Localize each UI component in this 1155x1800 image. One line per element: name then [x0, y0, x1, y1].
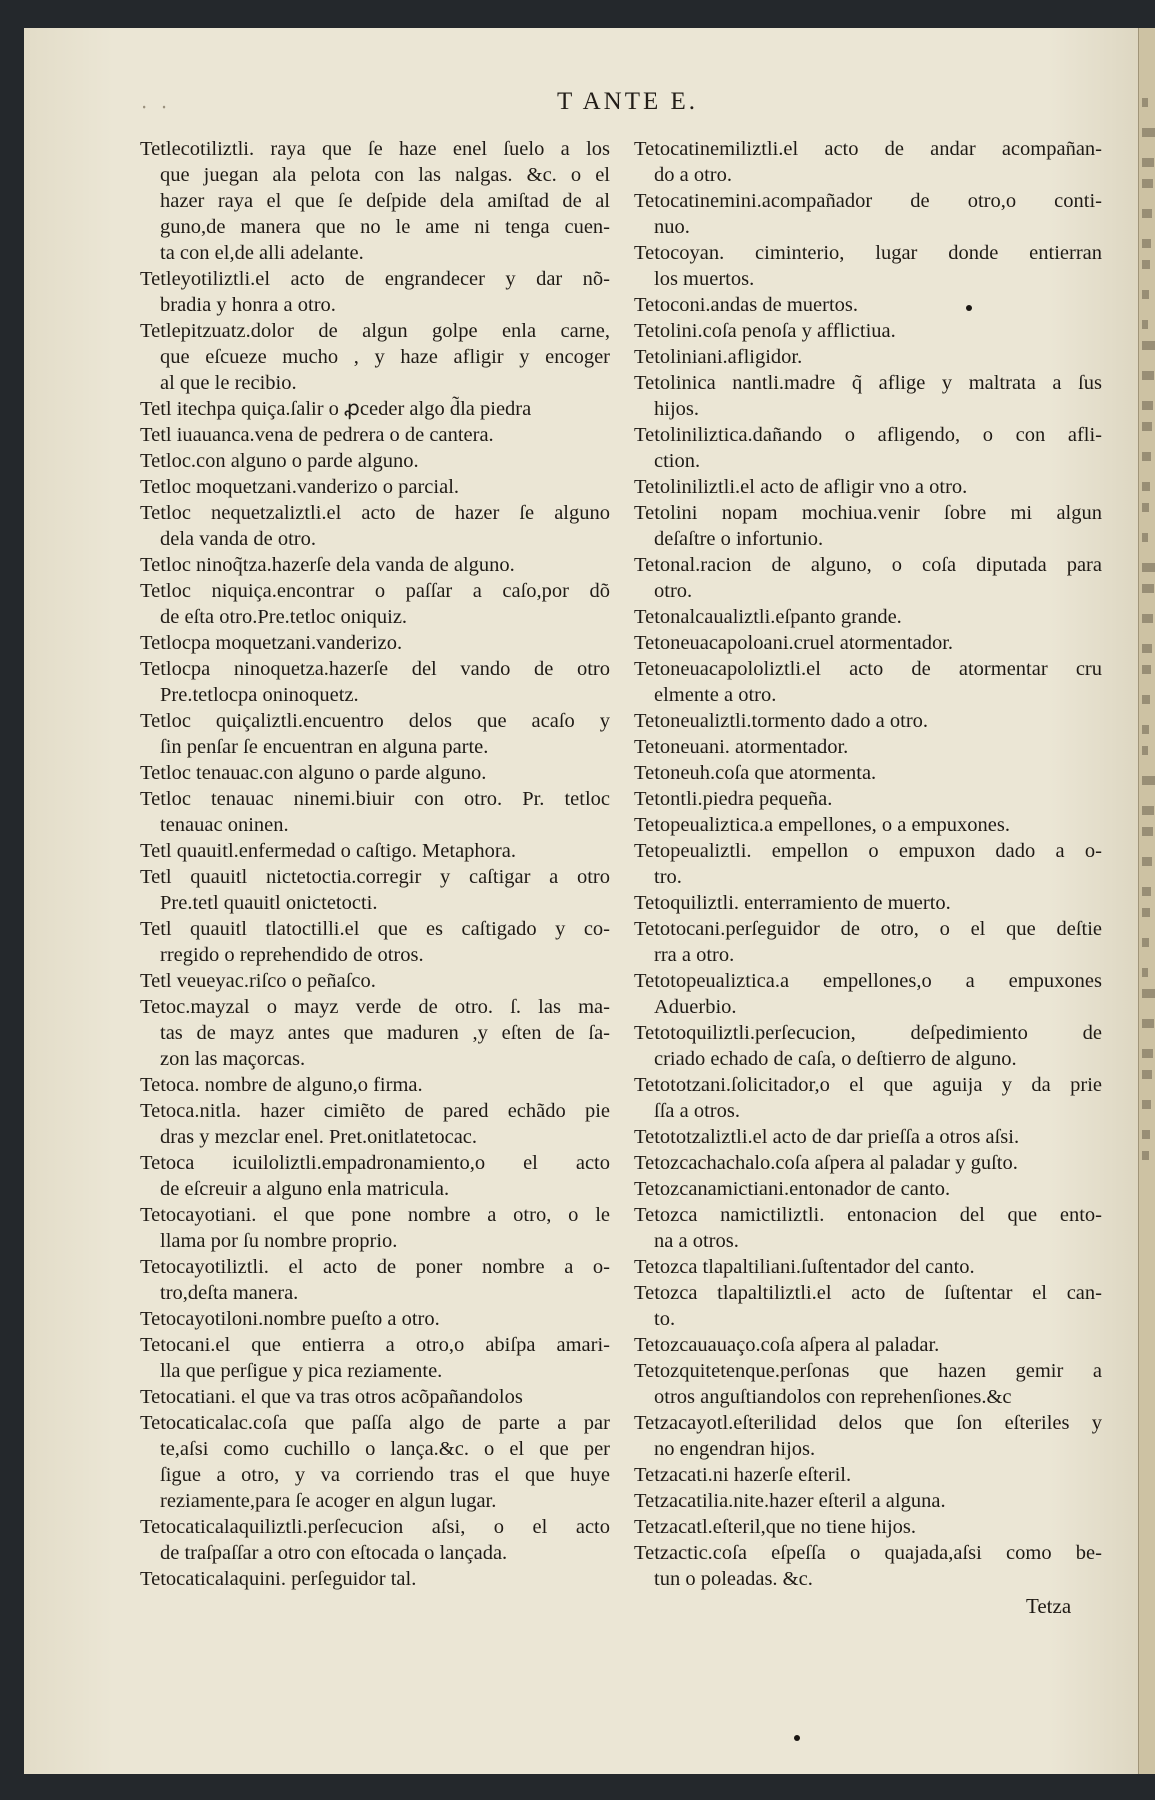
entry-continuation: hijos.	[654, 398, 699, 420]
entry-headline: Tetoneuacapololiztli.el acto de atormentar cru	[634, 658, 1102, 680]
running-head: T ANTE E.	[556, 88, 699, 115]
dictionary-entry	[140, 1254, 610, 1306]
entry-continuation: Pre.tetl quauitl onictetocti.	[160, 892, 378, 914]
adjacent-page-text-fragment	[1142, 989, 1155, 998]
dictionary-entry	[140, 1150, 610, 1202]
dictionary-entry	[634, 838, 1102, 890]
dictionary-entry	[634, 1332, 1102, 1358]
entry-headline: Tetl quauitl tlatoctilli.el que es caſtigado y co-	[140, 918, 610, 940]
adjacent-page-text-fragment	[1142, 614, 1153, 623]
dictionary-entry	[140, 552, 610, 578]
entry-headline: Tetototzaliztli.el acto de dar prieſſa a otros aſsi.	[634, 1126, 1020, 1148]
entry-headline: Tetozca namictiliztli. entonacion del que ento-	[634, 1204, 1102, 1226]
entry-headline: Tetoneualiztli.tormento dado a otro.	[634, 710, 929, 732]
entry-headline: Tetlepitzuatz.dolor de algun golpe enla carne,	[140, 320, 610, 342]
entry-headline: Tetzacatl.eſteril,que no tiene hijos.	[634, 1516, 917, 1538]
dictionary-entry	[634, 760, 1102, 786]
entry-continuation: te,aſsi como cuchillo o lança.&c. o el que per	[160, 1438, 610, 1460]
adjacent-page-text-fragment	[1142, 908, 1150, 917]
dictionary-entry	[634, 708, 1102, 734]
entry-headline: Tetloc tenauac ninemi.biuir con otro. Pr. tetloc	[140, 788, 610, 810]
entry-continuation: que juegan ala pelota con las nalgas. &c. o el	[160, 164, 610, 186]
entry-headline: Tetocaticalaquiliztli.perſecucion aſsi, o el acto	[140, 1516, 610, 1538]
adjacent-page-text-fragment	[1142, 968, 1148, 977]
dictionary-entry	[140, 786, 610, 838]
entry-headline: Tetloc niquiça.encontrar o paſſar a caſo,por dõ	[140, 580, 610, 602]
dictionary-entry	[634, 1488, 1102, 1514]
dictionary-entry	[140, 630, 610, 656]
entry-continuation: reziamente,para ſe acoger en algun lugar.	[160, 1490, 497, 1512]
adjacent-page-text-fragment	[1142, 158, 1154, 167]
entry-headline: Tetloc tenauac.con alguno o parde alguno.	[140, 762, 487, 784]
entry-headline: Tetoliniliztica.dañando o afligendo, o con afli-	[634, 424, 1102, 446]
entry-headline: Tetlecotiliztli. raya que ſe haze enel ſuelo a los	[140, 138, 610, 160]
entry-headline: Tetocatiani. el que va tras otros acõpañandolos	[140, 1386, 523, 1408]
dictionary-entry	[140, 656, 610, 708]
entry-continuation: Aduerbio.	[654, 996, 737, 1018]
entry-continuation: de eſta otro.Pre.tetloc oniquiz.	[160, 606, 408, 628]
entry-continuation: que eſcueze mucho , y haze afligir y encoger	[160, 346, 610, 368]
dictionary-entry	[140, 1332, 610, 1384]
dictionary-entry	[140, 708, 610, 760]
dictionary-entry	[140, 916, 610, 968]
entry-headline: Tetoconi.andas de muertos.	[634, 294, 858, 316]
entry-headline: Tetozca tlapaltiliani.ſuſtentador del canto.	[634, 1256, 975, 1278]
entry-continuation: tro.	[654, 866, 682, 888]
adjacent-page-text-fragment	[1142, 1151, 1149, 1160]
entry-headline: Tetocayotiloni.nombre pueſto a otro.	[140, 1308, 440, 1330]
adjacent-page-text-fragment	[1142, 371, 1154, 380]
entry-continuation: los muertos.	[654, 268, 755, 290]
dictionary-entry	[140, 994, 610, 1072]
ink-spot	[966, 305, 972, 311]
dictionary-entry	[634, 292, 1102, 318]
adjacent-page-text-fragment	[1142, 260, 1150, 269]
adjacent-page-text-fragment	[1142, 806, 1154, 815]
dictionary-entry	[634, 1072, 1102, 1124]
entry-headline: Tetloc moquetzani.vanderizo o parcial.	[140, 476, 460, 498]
adjacent-page-text-fragment	[1142, 1070, 1152, 1079]
dictionary-entry	[634, 474, 1102, 500]
entry-continuation: otro.	[654, 580, 693, 602]
entry-continuation: llama por ſu nombre proprio.	[160, 1230, 398, 1252]
adjacent-page-text-fragment	[1142, 1019, 1154, 1028]
entry-headline: Tetl quauitl.enfermedad o caſtigo. Metaphora.	[140, 840, 516, 862]
adjacent-page-text-fragment	[1142, 725, 1149, 734]
entry-continuation: to.	[654, 1308, 676, 1330]
dictionary-entry	[634, 188, 1102, 240]
dictionary-entry	[634, 812, 1102, 838]
entry-continuation: criado echado de caſa, o deſtierro de alguno.	[654, 1048, 1017, 1070]
entry-headline: Tetopeualiztli. empellon o empuxon dado a o-	[634, 840, 1102, 862]
entry-headline: Tetzacayotl.eſterilidad delos que ſon eſteriles y	[634, 1412, 1102, 1434]
entry-headline: Tetoliniliztli.el acto de afligir vno a otro.	[634, 476, 968, 498]
dictionary-entry	[634, 734, 1102, 760]
dictionary-entry	[634, 1254, 1102, 1280]
dictionary-entry	[140, 1514, 610, 1566]
entry-continuation: tenauac oninen.	[160, 814, 289, 836]
entry-headline: Tetlocpa moquetzani.vanderizo.	[140, 632, 403, 654]
entry-headline: Tetoneuacapoloani.cruel atormentador.	[634, 632, 954, 654]
entry-headline: Tetopeualiztica.a empellones, o a empuxones.	[634, 814, 1010, 836]
adjacent-page-text-fragment	[1142, 644, 1152, 653]
dictionary-entry	[634, 604, 1102, 630]
entry-headline: Tetozcauauaço.coſa aſpera al paladar.	[634, 1334, 940, 1356]
adjacent-page-text-fragment	[1142, 209, 1152, 218]
dictionary-entry	[140, 1410, 610, 1514]
dictionary-entry	[634, 1020, 1102, 1072]
dictionary-entry	[634, 1202, 1102, 1254]
dictionary-entry	[634, 500, 1102, 552]
dictionary-entry	[634, 630, 1102, 656]
entry-headline: Tetocayotiliztli. el acto de poner nombre a o-	[140, 1256, 610, 1278]
adjacent-page-edge	[1138, 28, 1155, 1774]
dictionary-entry	[140, 136, 610, 266]
entry-continuation: nuo.	[654, 216, 690, 238]
entry-headline: Tetoliniani.afligidor.	[634, 346, 803, 368]
entry-continuation: ction.	[654, 450, 701, 472]
adjacent-page-text-fragment	[1142, 341, 1155, 350]
entry-headline: Tetzacati.ni hazerſe eſteril.	[634, 1464, 852, 1486]
adjacent-page-text-fragment	[1142, 482, 1150, 491]
adjacent-page-text-fragment	[1142, 776, 1155, 785]
adjacent-page-text-fragment	[1142, 128, 1155, 137]
entry-headline: Tetozquitetenque.perſonas que hazen gemir a	[634, 1360, 1102, 1382]
adjacent-page-text-fragment	[1142, 290, 1149, 299]
adjacent-page-text-fragment	[1142, 401, 1153, 410]
entry-headline: Tetotoquiliztli.perſecucion, deſpedimiento de	[634, 1022, 1102, 1044]
entry-headline: Tetolini nopam mochiua.venir ſobre mi algun	[634, 502, 1102, 524]
entry-headline: Tetloc ninoq̃tza.hazerſe dela vanda de alguno.	[140, 554, 515, 576]
dictionary-entry	[634, 890, 1102, 916]
dictionary-entry	[140, 760, 610, 786]
entry-headline: Tetocaticalaquini. perſeguidor tal.	[140, 1568, 417, 1590]
entry-continuation: ſſa a otros.	[654, 1100, 740, 1122]
entry-continuation: ta con el,de alli adelante.	[160, 242, 364, 264]
entry-continuation: hazer raya el que ſe deſpide dela amiſtad de al	[160, 190, 610, 212]
adjacent-page-text-fragment	[1142, 239, 1151, 248]
entry-headline: Tetl veueyac.riſco o peñaſco.	[140, 970, 376, 992]
adjacent-page-text-fragment	[1142, 1049, 1153, 1058]
dictionary-entry	[634, 1462, 1102, 1488]
adjacent-page-text-fragment	[1142, 422, 1152, 431]
dictionary-entry	[634, 1280, 1102, 1332]
entry-continuation: al que le recibio.	[160, 372, 297, 394]
dictionary-entry	[634, 968, 1102, 1020]
entry-continuation: tas de mayz antes que maduren ,y eſten de ſa-	[160, 1022, 610, 1044]
entry-continuation: do a otro.	[654, 164, 732, 186]
left-column	[140, 136, 610, 1592]
entry-continuation: tun o poleadas. &c.	[654, 1568, 813, 1590]
adjacent-page-text-fragment	[1142, 533, 1148, 542]
entry-headline: Tetl itechpa quiça.ſalir o ꝓceder algo d̃la piedra	[140, 398, 532, 420]
dictionary-entry	[140, 1384, 610, 1410]
entry-continuation: bradia y honra a otro.	[160, 294, 336, 316]
dictionary-entry	[140, 1306, 610, 1332]
entry-headline: Tetocatinemiliztli.el acto de andar acompañan-	[634, 138, 1102, 160]
entry-headline: Tetolinica nantli.madre q̃ aflige y maltrata a ſus	[634, 372, 1102, 394]
entry-continuation: zon las maçorcas.	[160, 1048, 306, 1070]
catchword: Tetza	[1026, 1594, 1072, 1618]
dictionary-entry	[634, 656, 1102, 708]
entry-continuation: tro,deſta manera.	[160, 1282, 299, 1304]
adjacent-page-text-fragment	[1142, 503, 1149, 512]
dictionary-entry	[140, 1566, 610, 1592]
entry-headline: Tetoquiliztli. enterramiento de muerto.	[634, 892, 951, 914]
dictionary-entry	[140, 1202, 610, 1254]
adjacent-page-text-fragment	[1142, 695, 1150, 704]
entry-headline: Tetozca tlapaltiliztli.el acto de ſuſtentar el can-	[634, 1282, 1102, 1304]
dictionary-entry	[634, 1150, 1102, 1176]
dictionary-entry	[634, 136, 1102, 188]
entry-headline: Tetoneuani. atormentador.	[634, 736, 849, 758]
adjacent-page-text-fragment	[1142, 584, 1154, 593]
right-column	[634, 136, 1102, 1592]
adjacent-page-text-fragment	[1142, 179, 1153, 188]
dictionary-entry	[634, 552, 1102, 604]
dictionary-entry	[634, 370, 1102, 422]
entry-headline: Tetontli.piedra pequeña.	[634, 788, 833, 810]
adjacent-page-text-fragment	[1142, 887, 1151, 896]
dictionary-entry	[634, 1358, 1102, 1410]
adjacent-page-text-fragment	[1142, 1130, 1150, 1139]
dictionary-entry	[634, 1124, 1102, 1150]
dictionary-entry	[140, 500, 610, 552]
entry-headline: Tetzactic.coſa eſpeſſa o quajada,aſsi como be-	[634, 1542, 1102, 1564]
entry-headline: Tetoneuh.coſa que atormenta.	[634, 762, 877, 784]
dictionary-entry	[140, 266, 610, 318]
entry-headline: Tetloc quiçaliztli.encuentro delos que acaſo y	[140, 710, 610, 732]
dictionary-entry	[140, 474, 610, 500]
entry-headline: Tetocayotiani. el que pone nombre a otro, o le	[140, 1204, 610, 1226]
adjacent-page-text-fragment	[1142, 1100, 1151, 1109]
dictionary-entry	[634, 1514, 1102, 1540]
entry-continuation: rregido o reprehendido de otros.	[160, 944, 424, 966]
dictionary-entry	[140, 1072, 610, 1098]
entry-headline: Tetonal.racion de alguno, o coſa diputada para	[634, 554, 1102, 576]
entry-continuation: deſaſtre o infortunio.	[654, 528, 824, 550]
adjacent-page-text-fragment	[1142, 746, 1148, 755]
entry-headline: Tetoc.mayzal o mayz verde de otro. ſ. las ma-	[140, 996, 610, 1018]
dictionary-entry	[140, 838, 610, 864]
entry-headline: Tetleyotiliztli.el acto de engrandecer y dar nõ-	[140, 268, 610, 290]
adjacent-page-text-fragment	[1142, 452, 1151, 461]
dictionary-entry	[140, 318, 610, 396]
entry-continuation: na a otros.	[654, 1230, 739, 1252]
entry-headline: Tetototzani.ſolicitador,o el que aguija y da prie	[634, 1074, 1102, 1096]
entry-headline: Tetoca. nombre de alguno,o firma.	[140, 1074, 423, 1096]
dictionary-entry	[634, 318, 1102, 344]
adjacent-page-text-fragment	[1142, 857, 1152, 866]
entry-continuation: ſin penſar ſe encuentran en alguna parte.	[160, 736, 489, 758]
dictionary-entry	[140, 396, 610, 422]
page-mark: ꞏ ꞏ	[142, 101, 173, 116]
entry-continuation: guno,de manera que no le ame ni tenga cuen-	[160, 216, 610, 238]
entry-headline: Tetzacatilia.nite.hazer eſteril a alguna.	[634, 1490, 946, 1512]
entry-continuation: lla que perſigue y pica reziamente.	[160, 1360, 443, 1382]
entry-continuation: no engendran hijos.	[654, 1438, 816, 1460]
entry-continuation: rra a otro.	[654, 944, 735, 966]
entry-continuation: de traſpaſſar a otro con eſtocada o lançada.	[160, 1542, 508, 1564]
entry-headline: Tetoca.nitla. hazer cimiẽto de pared echãdo pie	[140, 1100, 610, 1122]
entry-continuation: otros anguſtiandolos con reprehenſiones.&c	[654, 1386, 1012, 1408]
entry-headline: Tetozcanamictiani.entonador de canto.	[634, 1178, 951, 1200]
dictionary-entry	[634, 1410, 1102, 1462]
dictionary-entry	[140, 1098, 610, 1150]
entry-headline: Tetloc.con alguno o parde alguno.	[140, 450, 419, 472]
entry-headline: Tetotopeualiztica.a empellones,o a empuxones	[634, 970, 1102, 992]
entry-headline: Tetoca icuiloliztli.empadronamiento,o el acto	[140, 1152, 610, 1174]
entry-headline: Tetocoyan. ciminterio, lugar donde entierran	[634, 242, 1102, 264]
entry-headline: Tetonalcaualiztli.eſpanto grande.	[634, 606, 902, 628]
adjacent-page-text-fragment	[1142, 563, 1155, 572]
entry-continuation: dela vanda de otro.	[160, 528, 316, 550]
adjacent-page-text-fragment	[1142, 827, 1153, 836]
dictionary-entry	[634, 1176, 1102, 1202]
dictionary-entry	[140, 968, 610, 994]
entry-continuation: Pre.tetlocpa oninoquetz.	[160, 684, 359, 706]
entry-headline: Tetocatinemini.acompañador de otro,o conti-	[634, 190, 1102, 212]
entry-headline: Tetolini.coſa penoſa y afflictiua.	[634, 320, 896, 342]
dictionary-entry	[634, 240, 1102, 292]
entry-continuation: de eſcreuir a alguno enla matricula.	[160, 1178, 450, 1200]
entry-headline: Tetloc nequetzaliztli.el acto de hazer ſe alguno	[140, 502, 610, 524]
dictionary-entry	[634, 786, 1102, 812]
entry-continuation: elmente a otro.	[654, 684, 777, 706]
entry-headline: Tetl quauitl nictetoctia.corregir y caſtigar a otro	[140, 866, 610, 888]
entry-headline: Tetozcachachalo.coſa aſpera al paladar y guſto.	[634, 1152, 1018, 1174]
adjacent-page-text-fragment	[1142, 665, 1151, 674]
adjacent-page-text-fragment	[1142, 320, 1148, 329]
dictionary-entry	[634, 344, 1102, 370]
entry-headline: Tetocaticalac.coſa que paſſa algo de parte a par	[140, 1412, 610, 1434]
entry-continuation: dras y mezclar enel. Pret.onitlatetocac.	[160, 1126, 478, 1148]
dictionary-entry	[140, 864, 610, 916]
adjacent-page-text-fragment	[1142, 938, 1149, 947]
entry-headline: Tetlocpa ninoquetza.hazerſe del vando de otro	[140, 658, 610, 680]
entry-headline: Tetotocani.perſeguidor de otro, o el que deſtie	[634, 918, 1102, 940]
dictionary-entry	[140, 448, 610, 474]
dictionary-entry	[634, 916, 1102, 968]
dictionary-entry	[140, 578, 610, 630]
entry-continuation: ſigue a otro, y va corriendo tras el que huye	[160, 1464, 610, 1486]
entry-headline: Tetl iuauanca.vena de pedrera o de cantera.	[140, 424, 494, 446]
dictionary-entry	[634, 422, 1102, 474]
dictionary-entry	[634, 1540, 1102, 1592]
dictionary-entry	[140, 422, 610, 448]
ink-spot	[794, 1735, 800, 1741]
entry-headline: Tetocani.el que entierra a otro,o abiſpa amari-	[140, 1334, 610, 1356]
